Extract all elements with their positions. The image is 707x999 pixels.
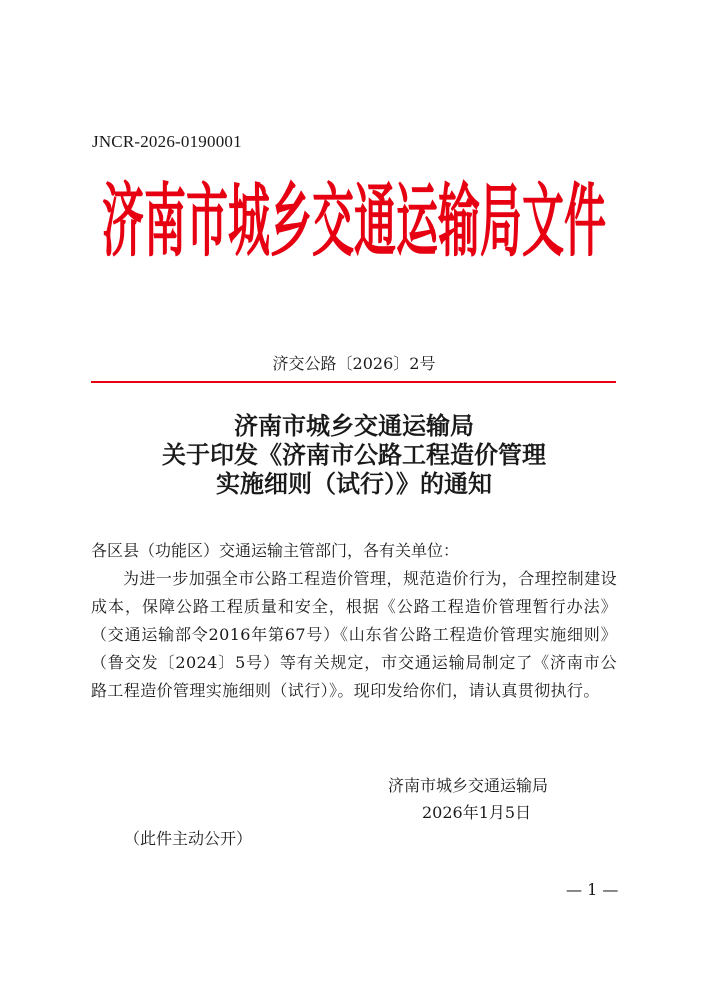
salutation: 各区县（功能区）交通运输主管部门，各有关单位： bbox=[91, 541, 460, 560]
title-line-3: 实施细则（试行）》的通知 bbox=[216, 469, 492, 498]
document-title bbox=[94, 411, 614, 498]
page-number: — 1 — bbox=[566, 880, 619, 899]
document-id: JNCR-2026-0190001 bbox=[92, 132, 242, 151]
red-divider-line bbox=[91, 381, 616, 383]
red-masthead bbox=[94, 176, 614, 268]
title-line-2: 关于印发《济南市公路工程造价管理 bbox=[162, 440, 546, 469]
signing-date: 2026年1月5日 bbox=[422, 803, 532, 822]
disclosure-note: （此件主动公开） bbox=[124, 829, 253, 848]
body-paragraph: 为进一步加强全市公路工程造价管理，规范造价行为，合理控制建设成本，保障公路工程质量和安全，根据《公路工程造价管理暂行办法》（交通运输部令2016年第67号）《山东省公路工程造价管理实施细则》（鲁交发〔2024〕5号）等有关规定，市交通运输局制定了《济南市公路工程造价管理实施细则（试行）》。现印发给你们，请认真贯彻执行。 bbox=[91, 569, 617, 700]
masthead-text: 济南市城乡交通运输局文件 bbox=[101, 176, 606, 268]
document-number: 济交公路〔2026〕2号 bbox=[272, 354, 436, 373]
signer-organization: 济南市城乡交通运输局 bbox=[388, 776, 549, 795]
title-line-1: 济南市城乡交通运输局 bbox=[234, 411, 474, 440]
document-body bbox=[91, 537, 617, 705]
